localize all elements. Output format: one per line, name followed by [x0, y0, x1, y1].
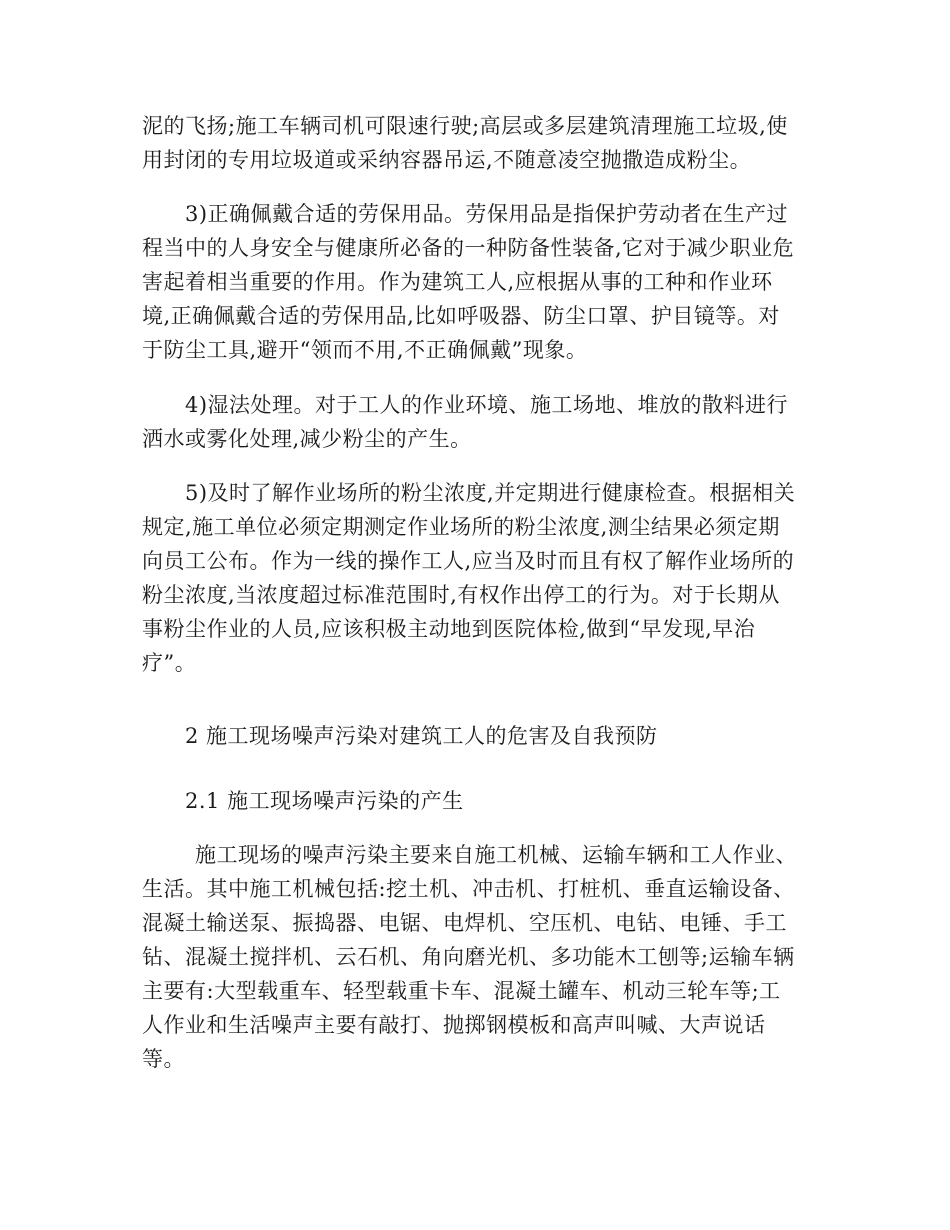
text-line: 粉尘浓度,当浓度超过标准范围时,有权作出停工的行为。对于长期从: [142, 583, 780, 607]
text-line: 境,正确佩戴合适的劳保用品,比如呼吸器、防尘口罩、护目镜等。对: [142, 304, 780, 328]
subsection-heading-2-1: 2.1 施工现场噪声污染的产生: [185, 789, 464, 813]
text-line: 规定,施工单位必须定期测定作业场所的粉尘浓度,测尘结果必须定期: [142, 515, 780, 539]
text-line: 等。: [142, 1047, 185, 1071]
text-line: 洒水或雾化处理,减少粉尘的产生。: [142, 427, 472, 451]
section-heading-2: 2 施工现场噪声污染对建筑工人的危害及自我预防: [185, 724, 658, 748]
text-line: 钻、混凝土搅拌机、云石机、角向磨光机、多功能木工刨等;运输车辆: [142, 945, 795, 969]
text-line: 泥的飞扬;施工车辆司机可限速行驶;高层或多层建筑清理施工垃圾,使: [142, 114, 788, 138]
text-line: 人作业和生活噪声主要有敲打、抛掷钢模板和高声叫喊、大声说话: [142, 1013, 766, 1037]
text-line: 施工现场的噪声污染主要来自施工机械、运输车辆和工人作业、: [195, 843, 797, 867]
text-line: 事粉尘作业的人员,应该积极主动地到医院体检,做到“早发现,早治: [142, 617, 756, 641]
text-line: 于防尘工具,避开“领而不用,不正确佩戴”现象。: [142, 338, 588, 362]
text-line: 5)及时了解作业场所的粉尘浓度,并定期进行健康检查。根据相关: [185, 481, 796, 505]
text-line: 生活。其中施工机械包括:挖土机、冲击机、打桩机、垂直运输设备、: [142, 877, 795, 901]
text-line: 主要有:大型载重车、轻型载重卡车、混凝土罐车、机动三轮车等;工: [142, 979, 781, 1003]
text-line: 向员工公布。作为一线的操作工人,应当及时而且有权了解作业场所的: [142, 549, 795, 573]
text-line: 3)正确佩戴合适的劳保用品。劳保用品是指保护劳动者在生产过: [185, 202, 789, 226]
text-line: 混凝土输送泵、振捣器、电锯、电焊机、空压机、电钻、电锤、手工: [142, 911, 787, 935]
text-line: 疗”。: [142, 651, 197, 675]
text-line: 4)湿法处理。对于工人的作业环境、施工场地、堆放的散料进行: [185, 393, 789, 417]
text-line: 害起着相当重要的作用。作为建筑工人,应根据从事的工种和作业环: [142, 270, 773, 294]
text-line: 用封闭的专用垃圾道或采纳容器吊运,不随意凌空抛撒造成粉尘。: [142, 148, 752, 172]
text-line: 程当中的人身安全与健康所必备的一种防备性装备,它对于减少职业危: [142, 236, 795, 260]
